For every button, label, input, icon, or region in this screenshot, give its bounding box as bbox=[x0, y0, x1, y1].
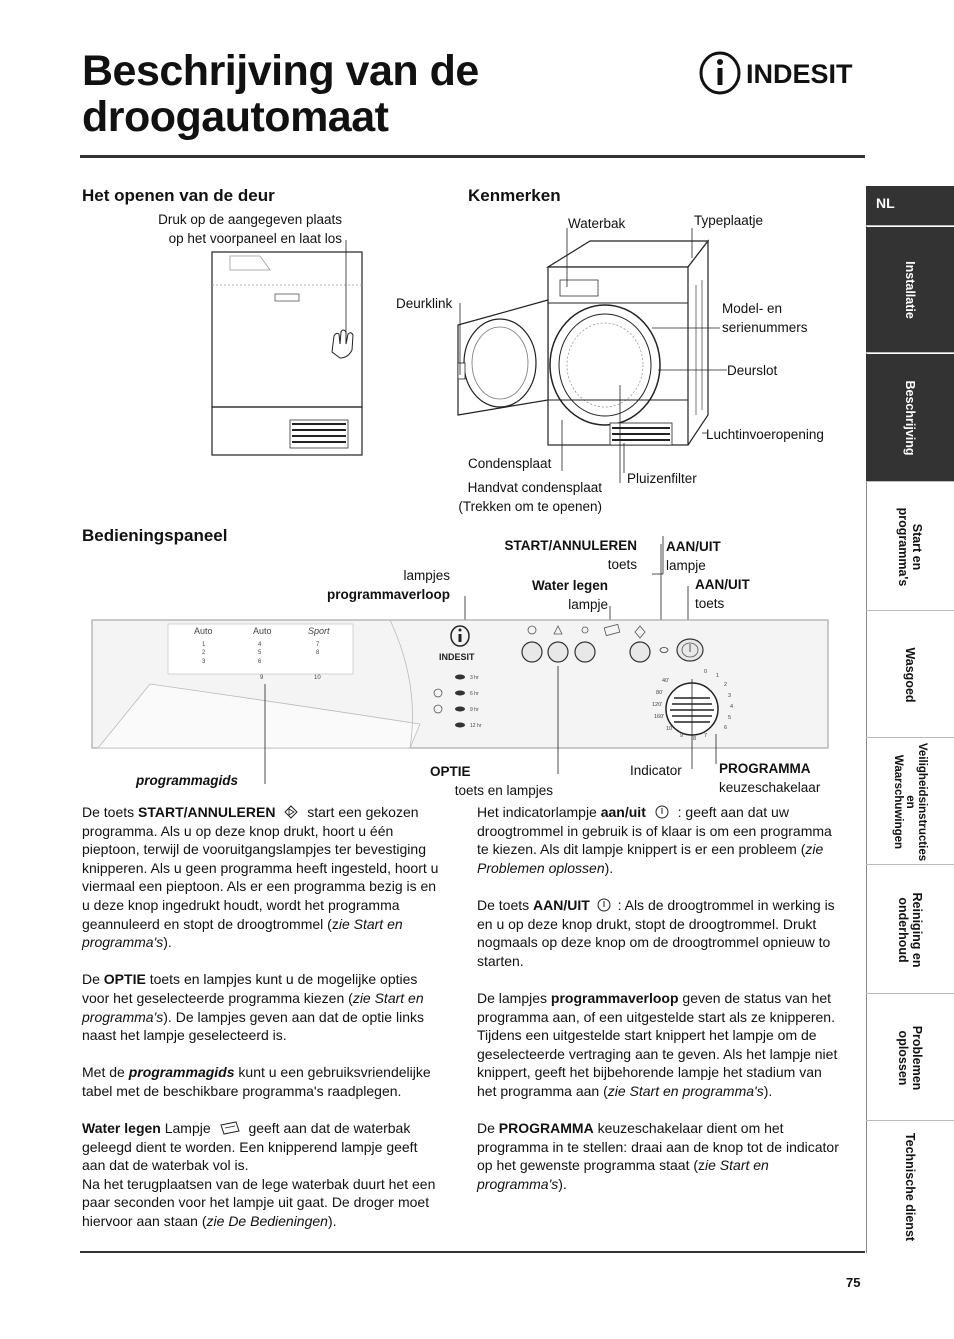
paragraph-programmagids: Met de programmagids kunt u een gebruiksvriendelijke tabel met de beschikbare programma's raadplegen. bbox=[82, 1064, 431, 1099]
panel-prog-8: 8 bbox=[316, 650, 320, 656]
label-typeplaatje: Typeplaatje bbox=[694, 213, 764, 228]
label-lampjes-programmaverloop: lampjes programmaverloop bbox=[326, 568, 450, 602]
water-tank-icon bbox=[219, 1120, 241, 1136]
panel-sport: Sport bbox=[308, 626, 330, 636]
dial-120: 120' bbox=[652, 702, 663, 708]
label-water-legen-lampje: Water legen lampje bbox=[531, 578, 608, 612]
label-condensplaat: Condensplaat bbox=[468, 456, 552, 471]
page-title: Beschrijving van de droogautomaat bbox=[82, 47, 479, 141]
tab-problemen[interactable]: Problemen oplossen bbox=[866, 995, 954, 1121]
panel-prog-3: 3 bbox=[202, 659, 206, 665]
dial-4: 4 bbox=[730, 704, 734, 710]
indesit-logo bbox=[698, 50, 868, 96]
dial-160: 160' bbox=[654, 714, 665, 720]
dial-8: 8 bbox=[693, 736, 697, 742]
panel-prog-1: 1 bbox=[202, 642, 206, 648]
dial-0: 0 bbox=[704, 669, 708, 675]
label-start-annuleren-toets: START/ANNULEREN toets bbox=[504, 538, 637, 572]
paragraph-start-annuleren: De toets START/ANNULEREN start een gekozen programma. Als u op deze knop drukt, hoort u één pieptoon, terwijl de vooruitgangslampjes ter bevestiging knipperen. Als u geen programma heeft ingesteld, hoort u viermaal een pieptoon. Als er een programma bezig is en u deze knop ingedrukt houdt, wordt het programma geannuleerd en stopt de droogtrommel (zie Start en programma's). bbox=[82, 804, 439, 951]
label-deurklink: Deurklink bbox=[396, 296, 453, 311]
label-model-serienummers: Model- en serienummers bbox=[722, 301, 808, 335]
panel-6hr: 6 hr bbox=[470, 691, 479, 697]
tab-technische-dienst[interactable]: Technische dienst bbox=[903, 1132, 917, 1242]
tab-beschrijving[interactable]: Beschrijving bbox=[866, 354, 954, 482]
panel-3hr: 3 hr bbox=[470, 675, 479, 681]
tab-wasgoed[interactable]: Wasgoed bbox=[866, 612, 954, 738]
label-luchtinvoeropening: Luchtinvoeropening bbox=[706, 427, 824, 442]
power-lamp-icon bbox=[654, 805, 670, 819]
label-handvat-condensplaat: Handvat condensplaat (Trekken om te openen) bbox=[458, 480, 602, 514]
dial-40: 40' bbox=[662, 678, 670, 684]
paragraph-aan-uit: De toets AAN/UIT : Als de droogtrommel in werking is en u op deze knop drukt, stopt de droogtrommel. Drukt nogmaals op deze knop om de droogtrommel opnieuw to starten. bbox=[477, 896, 835, 969]
dial-80: 80' bbox=[656, 690, 664, 696]
label-aan-uit-lampje: AAN/UIT lampje bbox=[666, 539, 721, 573]
panel-auto-1: Auto bbox=[194, 626, 213, 636]
label-optie: OPTIE toets en lampjes bbox=[430, 764, 553, 798]
dial-3: 3 bbox=[728, 693, 732, 699]
panel-heading: Bedieningspaneel bbox=[82, 526, 228, 545]
label-pluizenfilter: Pluizenfilter bbox=[627, 471, 697, 486]
label-aan-uit-toets: AAN/UIT toets bbox=[695, 577, 750, 611]
panel-brand: INDESIT bbox=[439, 652, 475, 662]
dryer-front-illustration bbox=[200, 240, 375, 470]
page-number: 75 bbox=[846, 1275, 861, 1290]
paragraph-programma: De PROGRAMMA keuzeschakelaar dient om het programma in te stellen: draai aan de knop tot de indicator op het gewenste programma staat (zie Start en programma's). bbox=[477, 1120, 839, 1192]
paragraph-optie: De OPTIE toets en lampjes kunt u de mogelijke opties voor het geselecteerde programma kiezen (zie Start en programma's). De lampjes geven aan dat de optie links naast het lampje geselecteerd is. bbox=[82, 971, 424, 1044]
paragraph-indicatorlampje: Het indicatorlampje aan/uit : geeft aan dat uw droogtrommel in gebruik is of klaar is om een programma te kiezen. Als dit lampje knippert is er een probleem (zie Problemen oplossen). bbox=[477, 804, 832, 876]
dial-9: 9 bbox=[680, 733, 684, 739]
dryer-open-illustration bbox=[440, 225, 730, 510]
panel-prog-7: 7 bbox=[316, 642, 320, 648]
tab-nl[interactable]: NL bbox=[866, 186, 954, 226]
tab-start-programmas[interactable]: Start en programma's bbox=[866, 483, 954, 611]
panel-prog-4: 4 bbox=[258, 642, 262, 648]
panel-9hr: 9 hr bbox=[470, 707, 479, 713]
label-deurslot: Deurslot bbox=[727, 363, 778, 378]
dial-7: 7 bbox=[704, 733, 708, 739]
door-caption: Druk op de aangegeven plaats op het voorpaneel en laat los bbox=[158, 212, 342, 246]
panel-prog-10: 10 bbox=[314, 675, 321, 681]
dial-10: 10 bbox=[666, 726, 673, 732]
panel-prog-5: 5 bbox=[258, 650, 262, 656]
paragraph-programmaverloop: De lampjes programmaverloop geven de status van het programma aan, of een uitgestelde start als ze knipperen. Tijdens een uitgestelde start knippert het lampje om de geselecteerde vertraging aan te geven. Als het lampje niet knippert, geeft het bijbehorende lampje het stadium van het programma aan (zie Start en programma's). bbox=[477, 989, 838, 1099]
dial-5: 5 bbox=[728, 715, 732, 721]
panel-prog-9: 9 bbox=[260, 675, 264, 681]
top-rule bbox=[80, 155, 865, 158]
tab-reiniging[interactable]: Reiniging en onderhoud bbox=[866, 866, 954, 994]
dial-1: 1 bbox=[716, 673, 720, 679]
left-column-text bbox=[82, 803, 442, 1249]
features-heading: Kenmerken bbox=[468, 186, 561, 205]
label-programma-keuzeschakelaar: PROGRAMMA keuzeschakelaar bbox=[719, 761, 821, 795]
bottom-rule bbox=[80, 1251, 865, 1253]
panel-prog-6: 6 bbox=[258, 659, 262, 665]
brand-name: INDESIT bbox=[746, 59, 853, 89]
label-programmagids: programmagids bbox=[136, 773, 239, 788]
label-waterbak: Waterbak bbox=[568, 216, 626, 231]
dial-6: 6 bbox=[724, 725, 728, 731]
panel-auto-2: Auto bbox=[253, 626, 272, 636]
panel-12hr: 12 hr bbox=[470, 723, 482, 729]
door-heading: Het openen van de deur bbox=[82, 186, 275, 205]
tab-veiligheid[interactable]: Veiligheidsinstructies en Waarschuwingen bbox=[866, 739, 954, 865]
panel-prog-2: 2 bbox=[202, 650, 206, 656]
power-button-icon bbox=[596, 898, 612, 912]
tab-installatie[interactable]: Installatie bbox=[866, 227, 954, 353]
label-indicator: Indicator bbox=[630, 763, 682, 778]
dial-2: 2 bbox=[724, 682, 728, 688]
paragraph-water-legen: Water legen Lampje geeft aan dat de waterbak geleegd dient te worden. Een knipperend lampje geeft aan dat de waterbak vol is. Na het terugplaatsen van de lege waterbak duurt het een paar seconden voor het lampje uit gaat. De droger moet hiervoor aan staan (zie De Bedieningen). bbox=[82, 1120, 436, 1230]
start-icon bbox=[283, 805, 299, 819]
right-column-text bbox=[477, 803, 840, 1212]
